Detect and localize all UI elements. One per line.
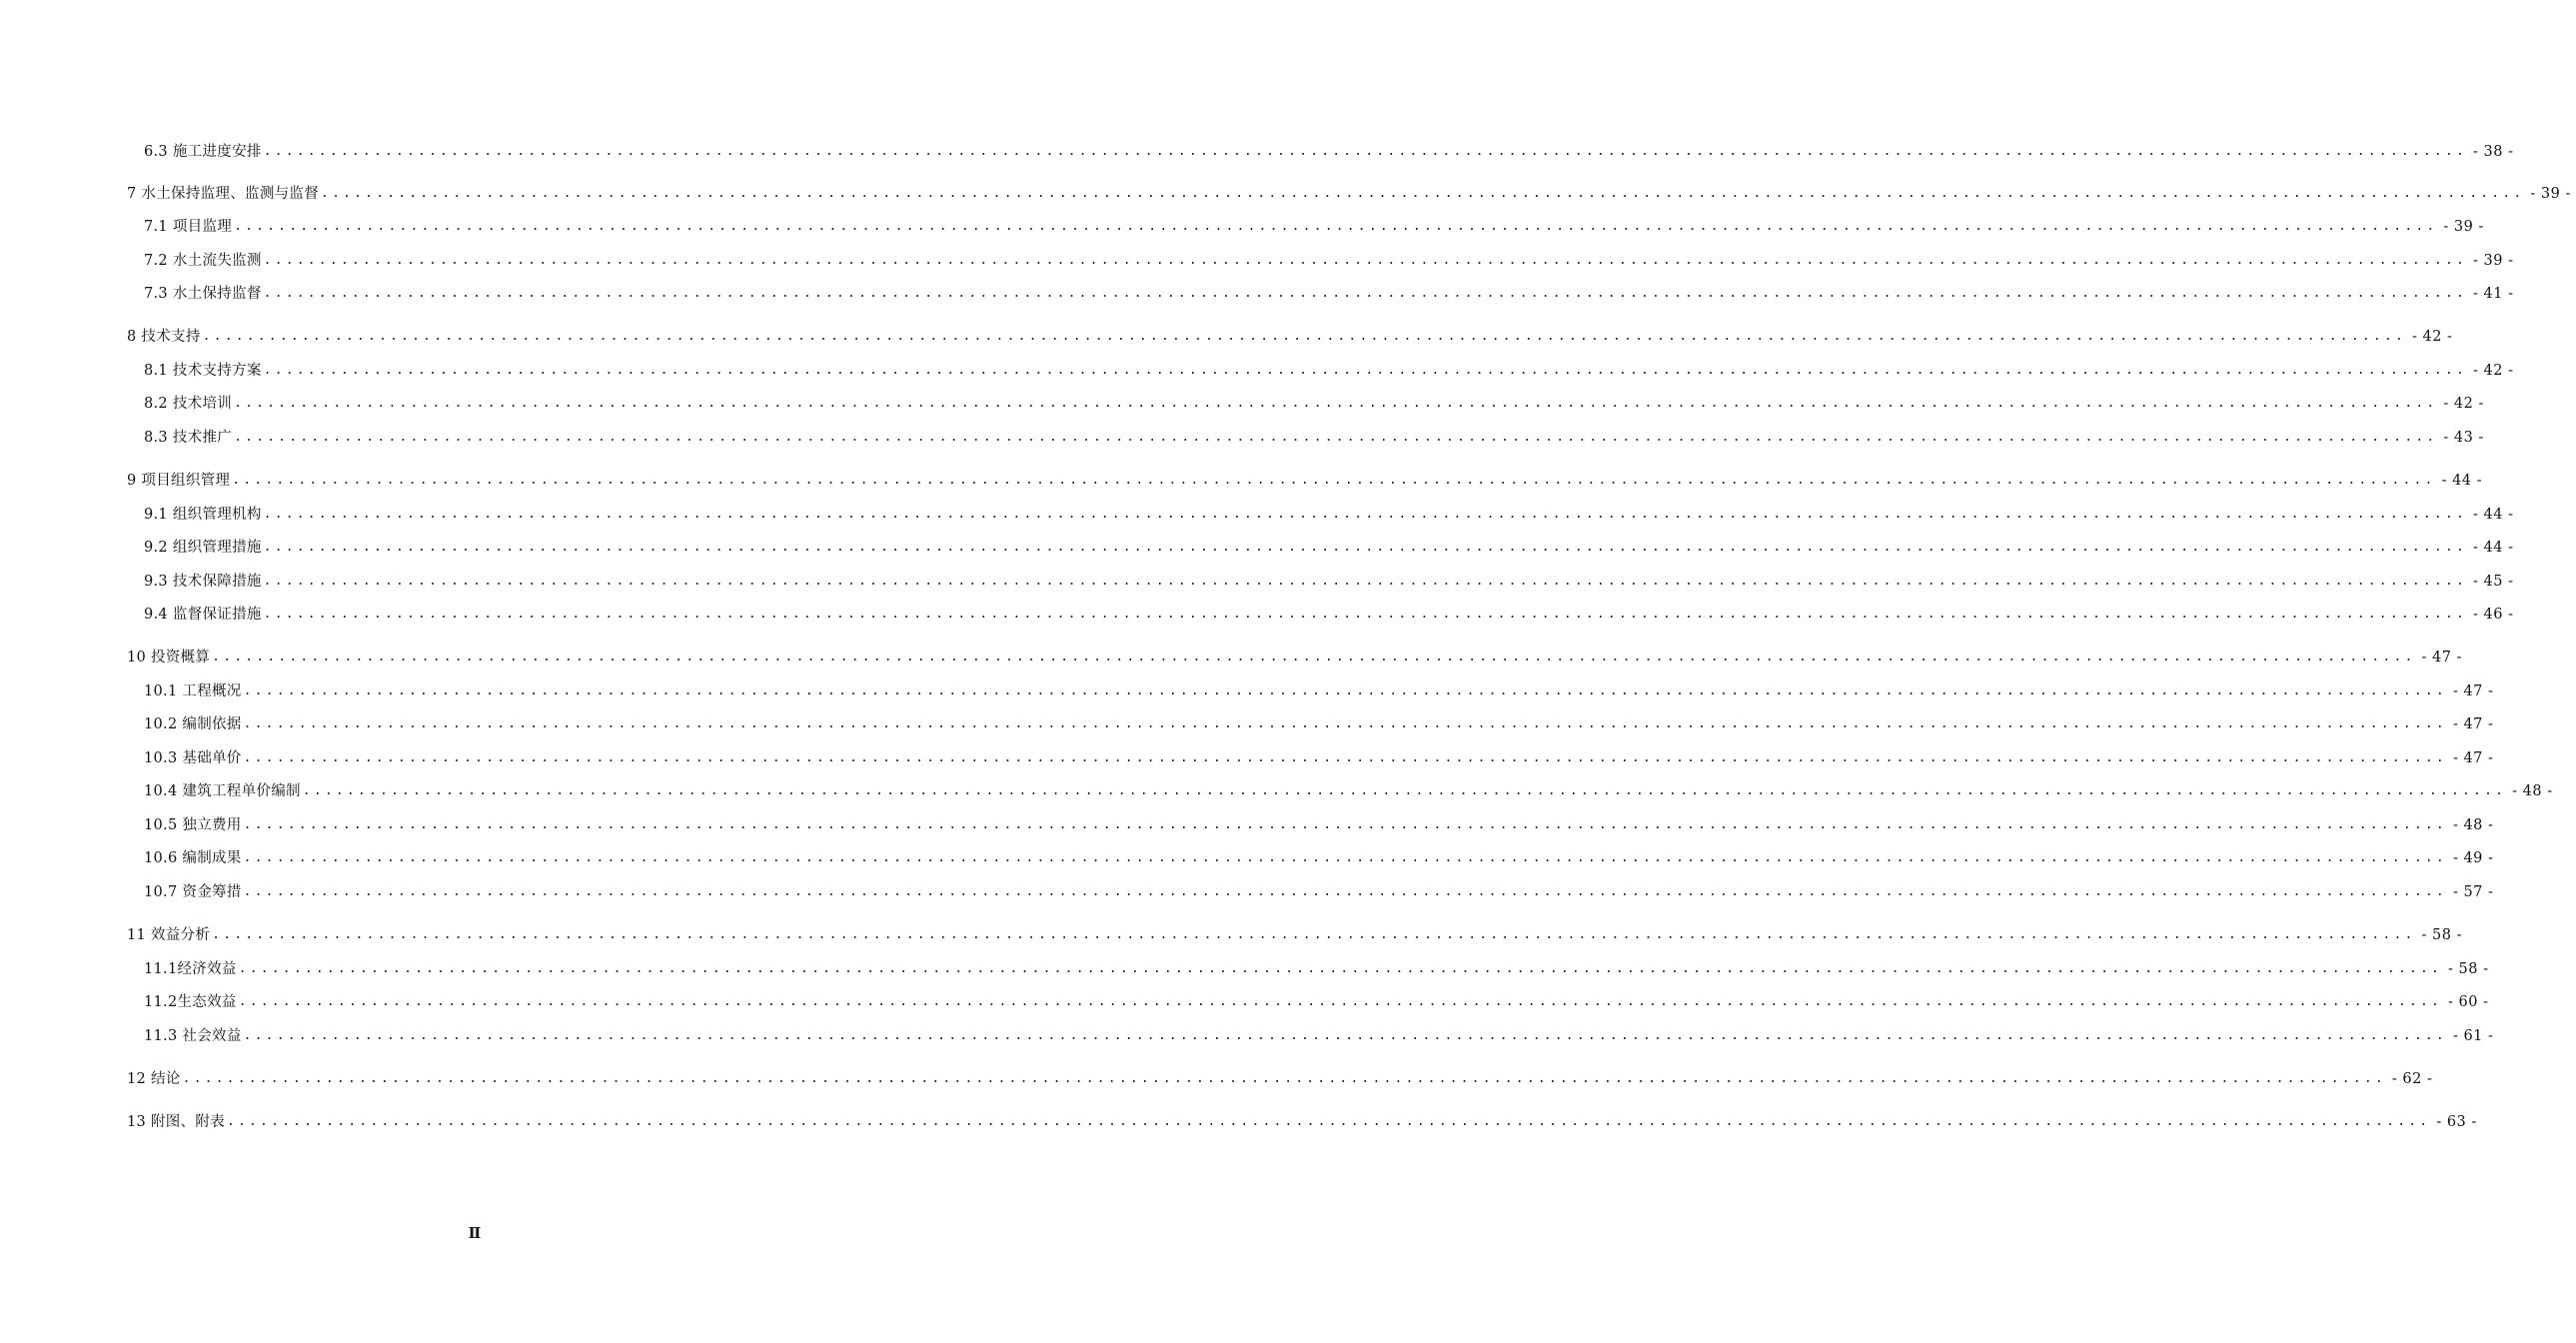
toc-entry[interactable] — [127, 923, 2462, 947]
toc-entry-page: - 45 - — [2473, 574, 2514, 590]
toc-entry[interactable] — [127, 1067, 2433, 1091]
toc-entry-label: 7.3 水土保持监督 — [144, 286, 262, 302]
toc-entry[interactable] — [144, 536, 2514, 560]
toc-dot-leader: ........................................................................................................................................................................................................ — [243, 817, 2447, 832]
toc-dot-leader: ........................................................................................................................................................................................................ — [243, 750, 2447, 765]
toc-entry-label: 13 附图、附表 — [127, 1114, 225, 1130]
toc-dot-leader: ........................................................................................................................................................................................................ — [243, 850, 2447, 865]
toc-entry-page: - 38 - — [2473, 144, 2514, 160]
toc-dot-leader: ........................................................................................................................................................................................................ — [263, 574, 2468, 589]
toc-entry-page: - 44 - — [2473, 507, 2514, 523]
toc-entry-page: - 47 - — [2452, 716, 2494, 732]
toc-entry-page: - 57 - — [2452, 884, 2494, 900]
toc-entry-page: - 49 - — [2452, 850, 2494, 866]
toc-entry[interactable] — [127, 1110, 2477, 1134]
toc-entry[interactable] — [144, 503, 2514, 527]
toc-entry-label: 7 水土保持监理、监测与监督 — [127, 186, 320, 202]
toc-entry-page: - 42 - — [2473, 363, 2514, 379]
toc-entry-page: - 62 - — [2391, 1071, 2433, 1087]
toc-dot-leader: ........................................................................................................................................................................................................ — [234, 219, 2438, 234]
toc-entry[interactable] — [127, 646, 2462, 670]
toc-entry-page: - 44 - — [2441, 473, 2483, 489]
toc-dot-leader: ........................................................................................................................................................................................................ — [234, 396, 2438, 411]
toc-dot-leader: ........................................................................................................................................................................................................ — [263, 253, 2468, 268]
toc-entry[interactable] — [127, 325, 2453, 349]
toc-entry-label: 10.6 编制成果 — [144, 850, 242, 866]
toc-entry-page: - 48 - — [2452, 817, 2494, 833]
toc-entry-label: 9.2 组织管理措施 — [144, 540, 262, 556]
toc-entry-page: - 58 - — [2448, 961, 2489, 977]
toc-dot-leader: ........................................................................................................................................................................................................ — [243, 1028, 2447, 1043]
toc-entry-page: - 41 - — [2473, 286, 2514, 302]
toc-dot-leader: ........................................................................................................................................................................................................ — [238, 994, 2443, 1009]
toc-entry-label: 11.1经济效益 — [144, 961, 237, 977]
toc-entry-page: - 61 - — [2452, 1028, 2494, 1044]
toc-entry-label: 9.1 组织管理机构 — [144, 507, 262, 523]
toc-dot-leader: ........................................................................................................................................................................................................ — [263, 607, 2468, 622]
toc-entry[interactable] — [144, 215, 2484, 239]
toc-entry-label: 10.2 编制依据 — [144, 716, 242, 732]
toc-entry-page: - 47 - — [2452, 683, 2494, 699]
toc-entry[interactable] — [127, 182, 2571, 206]
toc-entry-page: - 58 - — [2421, 927, 2462, 943]
toc-entry-page: - 47 - — [2452, 750, 2494, 766]
toc-entry-label: 11 效益分析 — [127, 927, 211, 943]
toc-dot-leader: ........................................................................................................................................................................................................ — [202, 329, 2406, 344]
toc-entry[interactable] — [144, 813, 2494, 837]
toc-entry-label: 8.3 技术推广 — [144, 430, 233, 446]
toc-dot-leader: ........................................................................................................................................................................................................ — [243, 716, 2447, 731]
toc-entry-label: 10.7 资金筹措 — [144, 884, 242, 900]
toc-entry[interactable] — [144, 990, 2489, 1014]
toc-entry-label: 7.2 水土流失监测 — [144, 253, 262, 269]
toc-entry[interactable] — [144, 846, 2494, 870]
toc-entry-label: 11.2生态效益 — [144, 994, 237, 1010]
toc-entry-label: 8 技术支持 — [127, 329, 201, 345]
toc-dot-leader: ........................................................................................................................................................................................................ — [212, 650, 2416, 665]
toc-entry-label: 6.3 施工进度安排 — [144, 144, 262, 160]
toc-entry-page: - 39 - — [2443, 219, 2484, 235]
toc-entry-page: - 44 - — [2473, 540, 2514, 556]
toc-entry-label: 10.1 工程概况 — [144, 683, 242, 699]
page-number: Ⅱ — [468, 1224, 482, 1242]
toc-dot-leader: ........................................................................................................................................................................................................ — [302, 783, 2507, 798]
toc-entry[interactable] — [144, 957, 2489, 981]
toc-entry-page: - 46 - — [2473, 607, 2514, 623]
toc-entry-label: 11.3 社会效益 — [144, 1028, 242, 1044]
toc-entry-page: - 47 - — [2421, 650, 2462, 666]
toc-dot-leader: ........................................................................................................................................................................................................ — [232, 473, 2436, 488]
toc-entry-label: 9 项目组织管理 — [127, 473, 231, 489]
toc-entry[interactable] — [144, 392, 2484, 416]
toc-entry[interactable] — [144, 746, 2494, 770]
toc-entry-label: 10.5 独立费用 — [144, 817, 242, 833]
toc-dot-leader: ........................................................................................................................................................................................................ — [243, 683, 2447, 698]
toc-dot-leader: ........................................................................................................................................................................................................ — [263, 363, 2468, 378]
toc-dot-leader: ........................................................................................................................................................................................................ — [212, 927, 2416, 942]
toc-entry-label: 8.2 技术培训 — [144, 396, 233, 412]
toc-dot-leader: ........................................................................................................................................................................................................ — [234, 430, 2438, 445]
toc-entry[interactable] — [144, 570, 2514, 594]
toc-entry-label: 8.1 技术支持方案 — [144, 363, 262, 379]
toc-dot-leader: ........................................................................................................................................................................................................ — [226, 1114, 2431, 1129]
toc-entry[interactable] — [144, 779, 2553, 803]
toc-entry-page: - 42 - — [2411, 329, 2453, 345]
toc-entry-label: 10 投资概算 — [127, 650, 211, 666]
toc-entry[interactable] — [144, 359, 2514, 383]
toc-entry-page: - 42 - — [2443, 396, 2484, 412]
toc-entry-page: - 63 - — [2436, 1114, 2477, 1130]
toc-entry[interactable] — [144, 603, 2514, 627]
toc-entry[interactable] — [144, 282, 2514, 306]
toc-entry-page: - 39 - — [2473, 253, 2514, 269]
toc-entry-label: 10.4 建筑工程单价编制 — [144, 783, 301, 799]
toc-entry-page: - 60 - — [2448, 994, 2489, 1010]
toc-entry-label: 12 结论 — [127, 1071, 181, 1087]
toc-entry[interactable] — [144, 1024, 2494, 1048]
toc-entry-label: 9.3 技术保障措施 — [144, 574, 262, 590]
toc-entry[interactable] — [144, 679, 2494, 703]
toc-entry[interactable] — [144, 426, 2484, 450]
toc-dot-leader: ........................................................................................................................................................................................................ — [182, 1071, 2386, 1086]
toc-entry-label: 10.3 基础单价 — [144, 750, 242, 766]
toc-dot-leader: ........................................................................................................................................................................................................ — [238, 961, 2443, 976]
toc-dot-leader: ........................................................................................................................................................................................................ — [263, 540, 2468, 555]
toc-dot-leader: ........................................................................................................................................................................................................ — [263, 507, 2468, 522]
toc-entry[interactable] — [144, 712, 2494, 736]
toc-entry[interactable] — [144, 140, 2514, 164]
toc-entry-label: 9.4 监督保证措施 — [144, 607, 262, 623]
toc-dot-leader: ........................................................................................................................................................................................................ — [321, 186, 2525, 201]
toc-entry[interactable] — [127, 469, 2483, 493]
toc-dot-leader: ........................................................................................................................................................................................................ — [263, 286, 2468, 301]
toc-entry[interactable] — [144, 880, 2494, 904]
toc-entry-page: - 39 - — [2530, 186, 2571, 202]
toc-dot-leader: ........................................................................................................................................................................................................ — [263, 144, 2468, 159]
toc-entry-page: - 43 - — [2443, 430, 2484, 446]
toc-entry-page: - 48 - — [2512, 783, 2553, 799]
toc-entry-label: 7.1 项目监理 — [144, 219, 233, 235]
toc-dot-leader: ........................................................................................................................................................................................................ — [243, 884, 2447, 899]
toc-entry[interactable] — [144, 249, 2514, 273]
